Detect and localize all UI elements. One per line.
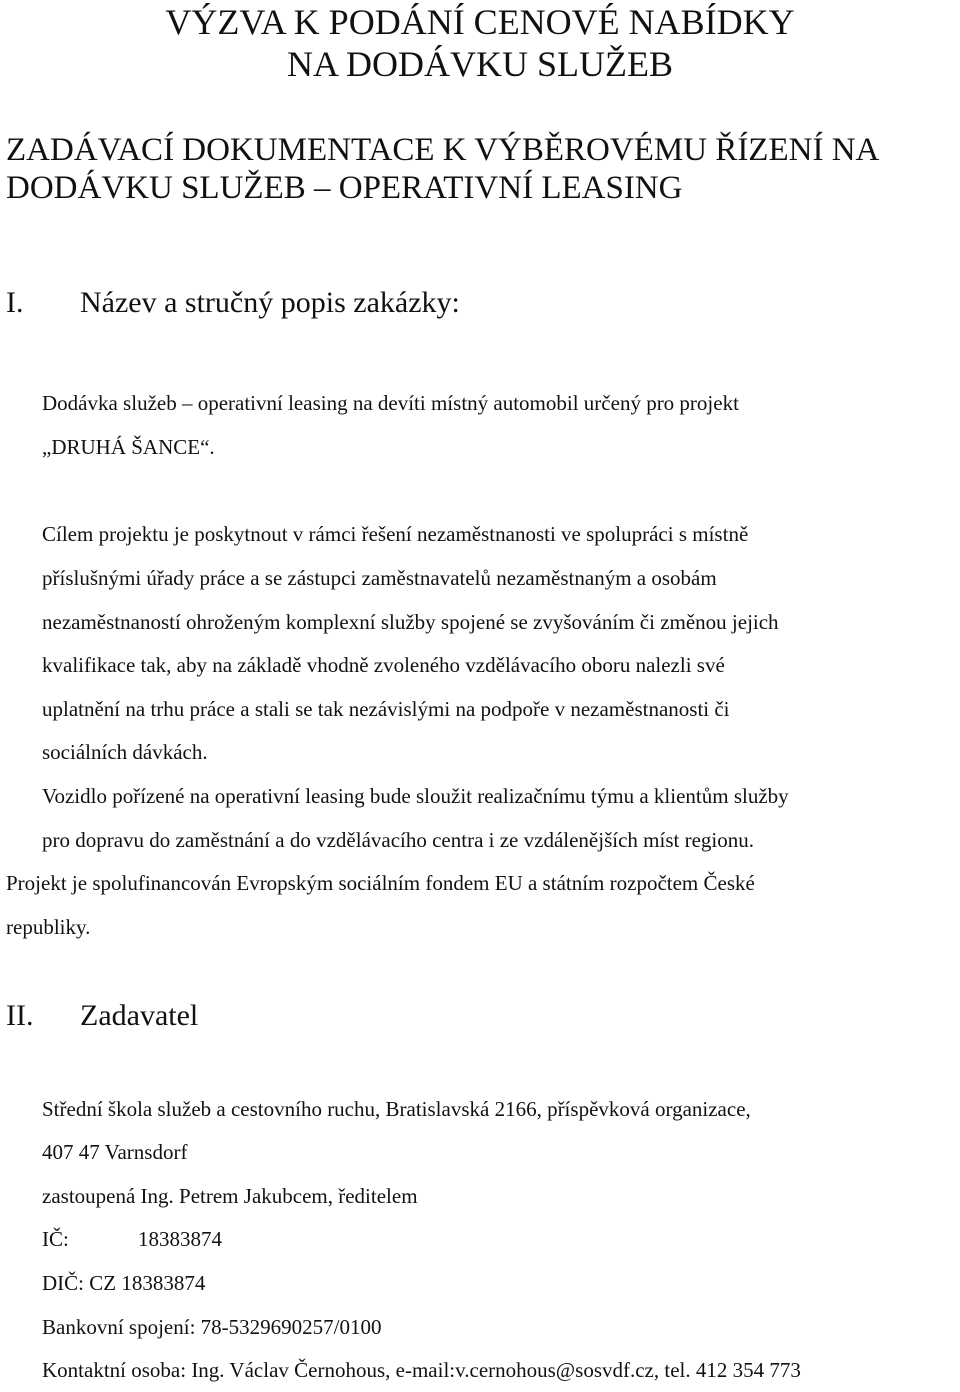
- represented-by: zastoupená Ing. Petrem Jakubcem, ředitelem: [42, 1184, 418, 1208]
- section-2-title: Zadavatel: [80, 999, 199, 1032]
- goal-line-1: Cílem projektu je poskytnout v rámci řešení nezaměstnanosti ve spolupráci s místně: [42, 522, 749, 546]
- dic-row: DIČ: CZ 18383874: [42, 1271, 206, 1295]
- subtitle-line-2: DODÁVKU SLUŽEB – OPERATIVNÍ LEASING: [6, 170, 683, 206]
- document-subtitle: [6, 131, 879, 207]
- intro-line-2: „DRUHÁ ŠANCE“.: [42, 435, 215, 459]
- title-line-1: VÝZVA K PODÁNÍ CENOVÉ NABÍDKY: [165, 2, 795, 42]
- title-line-2: NA DODÁVKU SLUŽEB: [287, 44, 673, 84]
- goal-line-5: uplatnění na trhu práce a stali se tak nezávislými na podpoře v nezaměstnanosti či: [42, 697, 730, 721]
- ic-value: 18383874: [138, 1227, 222, 1251]
- vehicle-line-1: Vozidlo pořízené na operativní leasing bude sloužit realizačnímu týmu a klientům služby: [42, 784, 789, 808]
- vehicle-line-2: pro dopravu do zaměstnání a do vzdělávacího centra i ze vzdálenějších míst regionu.: [42, 828, 754, 852]
- funding-line-2: republiky.: [6, 915, 91, 939]
- section-2-number: II.: [6, 999, 34, 1032]
- contact-person: Kontaktní osoba: Ing. Václav Černohous, e-mail:v.cernohous@sosvdf.cz, tel. 412 354 773: [42, 1358, 801, 1382]
- intro-line-1: Dodávka služeb – operativní leasing na devíti místný automobil určený pro projekt: [42, 391, 739, 415]
- goal-line-6: sociálních dávkách.: [42, 740, 208, 764]
- organization-name: Střední škola služeb a cestovního ruchu, Bratislavská 2166, příspěvková organizace,: [42, 1097, 751, 1121]
- funding-line-1: Projekt je spolufinancován Evropským sociálním fondem EU a státním rozpočtem České: [6, 871, 755, 895]
- ic-label: IČ:: [42, 1227, 69, 1251]
- bank-account: Bankovní spojení: 78-5329690257/0100: [42, 1315, 382, 1339]
- subtitle-line-1: ZADÁVACÍ DOKUMENTACE K VÝBĚROVÉMU ŘÍZENÍ NA: [6, 132, 880, 168]
- goal-line-2: příslušnými úřady práce a se zástupci zaměstnavatelů nezaměstnaným a osobám: [42, 566, 717, 590]
- section-1-number: I.: [6, 286, 24, 319]
- goal-line-4: kvalifikace tak, aby na základě vhodně zvoleného vzdělávacího oboru nalezli své: [42, 653, 725, 677]
- section-1-title: Název a stručný popis zakázky:: [80, 286, 460, 319]
- goal-line-3: nezaměstnaností ohroženým komplexní služby spojené se zvyšováním či změnou jejich: [42, 610, 779, 634]
- ic-row: [42, 1217, 222, 1261]
- section-2-heading: [6, 999, 198, 1033]
- section-1-heading: [6, 286, 460, 320]
- document-title: [0, 1, 960, 85]
- organization-address: 407 47 Varnsdorf: [42, 1140, 188, 1164]
